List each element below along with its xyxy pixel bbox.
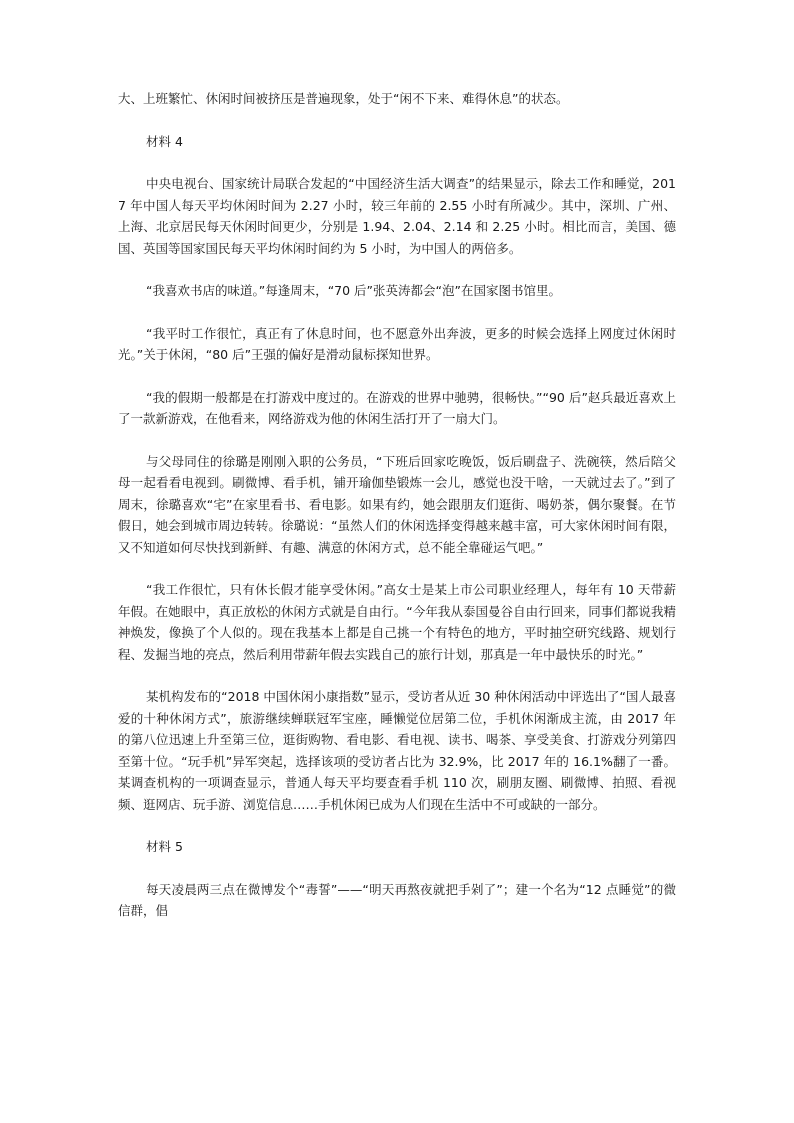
paragraph-leisure-index: 某机构发布的“2018 中国休闲小康指数”显示，受访者从近 30 种休闲活动中评选出了“国人最喜爱的十种休闲方式”，旅游继续蝉联冠军宝座，睡懒觉位居第二位，手机休闲渐成主流，由 2017 年的第八位迅速上升至第三位，逛街购物、看电影、看电视、读书、喝茶、享受美食、打游戏分列第四至第十位。“玩手机”异军突起，选择该项的受访者占比为 32.9%，比 2017 年的 16.1%翻了一番。某调查机构的一项调查显示，普通人每天平均要查看手机 110 次，刷朋友圈、刷微博、拍照、看视频、逛网店、玩手游、浏览信息……手机休闲已成为人们现在生活中不可或缺的一部分。 (118, 689, 676, 812)
paragraph-bookstore: “我喜欢书店的味道。”每逢周末，“70 后”张英涛都会“泡”在国家图书馆里。 (146, 283, 561, 298)
paragraph-gaming: “我的假期一般都是在打游戏中度过的。在游戏的世界中驰骋，很畅快。”“90 后”赵兵最近喜欢上了一款新游戏，在他看来，网络游戏为他的休闲生活打开了一扇大门。 (118, 389, 676, 426)
document-body (118, 88, 676, 922)
paragraph-continuation: 大、上班繁忙、休闲时间被挤压是普遍现象，处于“闲不下来、难得休息”的状态。 (118, 91, 569, 106)
paragraph-late-night: 每天凌晨两三点在微博发个“毒誓”——“明天再熬夜就把手剁了”；建一个名为“12 点睡觉”的微信群，倡 (118, 881, 676, 918)
paragraph-survey-results: 中央电视台、国家统计局联合发起的“中国经济生活大调查”的结果显示，除去工作和睡觉，2017 年中国人每天平均休闲时间为 2.27 小时，较三年前的 2.55 小时有所减少。其中，深圳、广州、上海、北京居民每天休闲时间更少，分别是 1.94、2.04、2.14 和 2.25 小时。相比而言，美国、德国、英国等国家国民每天平均休闲时间约为 5 小时，为中国人的两倍多。 (118, 176, 676, 256)
paragraph-online-leisure: “我平时工作很忙，真正有了休息时间，也不愿意外出奔波，更多的时候会选择上网度过休闲时光。”关于休闲，“80 后”王强的偏好是滑动鼠标探知世界。 (118, 325, 676, 362)
paragraph-travel: “我工作很忙，只有休长假才能享受休闲。”高女士是某上市公司职业经理人，每年有 10 天带薪年假。在她眼中，真正放松的休闲方式就是自由行。“今年我从泰国曼谷自由行回来，同事们都说我精神焕发，像换了个人似的。现在我基本上都是自己挑一个有特色的地方，平时抽空研究线路、规划行程、发掘当地的亮点，然后利用带薪年假去实践自己的旅行计划，那真是一年中最快乐的时光。” (118, 582, 676, 662)
paragraph-xu-lu: 与父母同住的徐璐是刚刚入职的公务员，“下班后回家吃晚饭，饭后刷盘子、洗碗筷，然后陪父母一起看看电视到。刷微博、看手机，铺开瑜伽垫锻炼一会儿，感觉也没干啥，一天就过去了。”到了周末，徐璐喜欢“宅”在家里看书、看电影。如果有约，她会跟朋友们逛街、喝奶茶，偶尔聚餐。在节假日，她会到城市周边转转。徐璐说：“虽然人们的休闲选择变得越来越丰富，可大家休闲时间有限，又不知道如何尽快找到新鲜、有趣、满意的休闲方式，总不能全靠碰运气吧。” (118, 453, 676, 555)
section-heading-material-4: 材料 4 (146, 133, 183, 149)
section-heading-material-5: 材料 5 (146, 839, 183, 854)
